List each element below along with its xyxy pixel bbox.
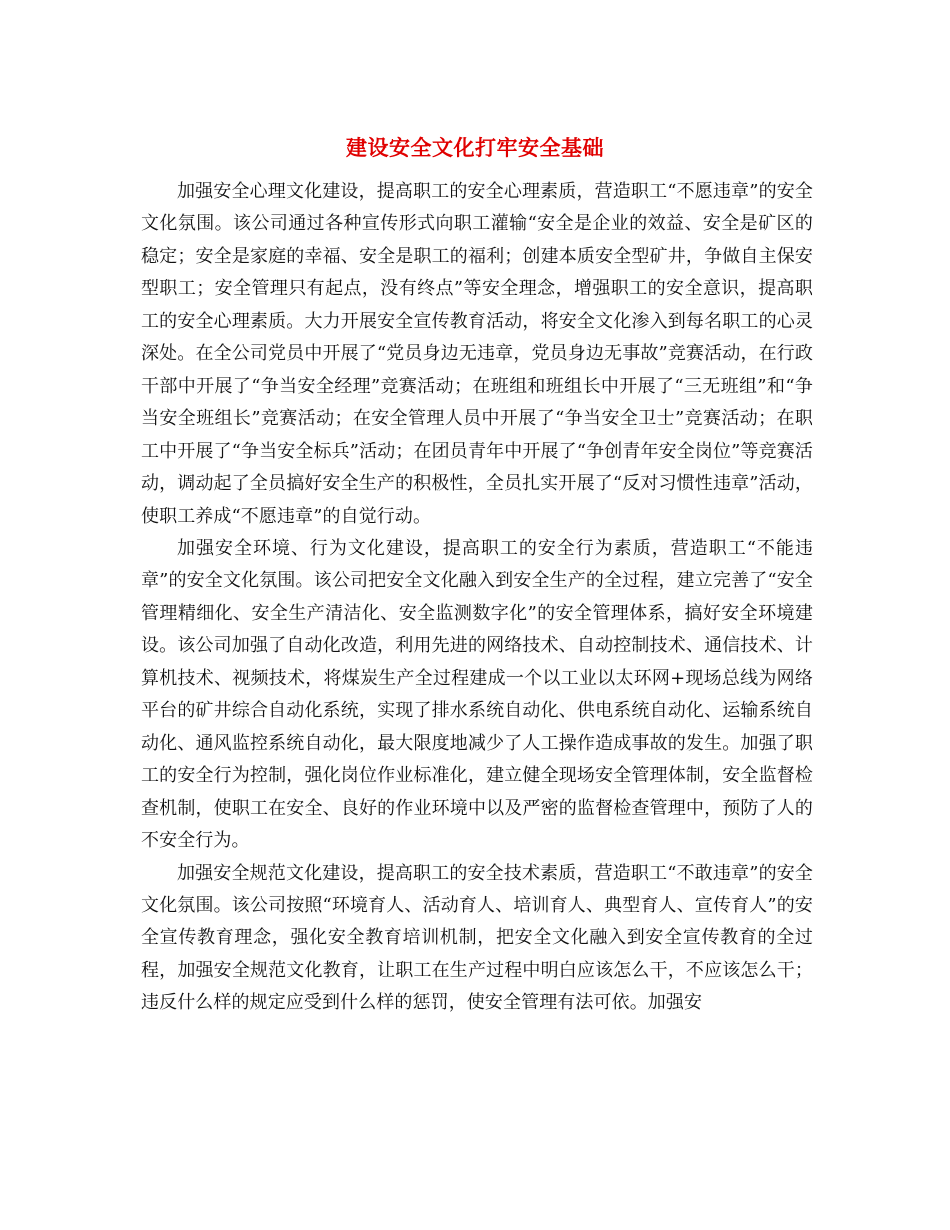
document-body <box>141 176 813 1020</box>
paragraph-environment-behavior-culture: 加强安全环境、行为文化建设，提高职工的安全行为素质，营造职工“不能违章”的安全文化氛围。该公司把安全文化融入到安全生产的全过程，建立完善了“安全管理精细化、安全生产清洁化、安全监测数字化”的安全管理体系，搞好安全环境建设。该公司加强了自动化改造，利用先进的网络技术、自动控制技术、通信技术、计算机技术、视频技术，将煤炭生产全过程建成一个以工业以太环网+现场总线为网络平台的矿井综合自动化系统，实现了排水系统自动化、供电系统自动化、运输系统自动化、通风监控系统自动化，最大限度地减少了人工操作造成事故的发生。加强了职工的安全行为控制，强化岗位作业标准化，建立健全现场安全管理体制，安全监督检查机制，使职工在安全、良好的作业环境中以及严密的监督检查管理中，预防了人的不安全行为。 <box>141 537 813 852</box>
paragraph-norms-culture: 加强安全规范文化建设，提高职工的安全技术素质，营造职工“不敢违章”的安全文化氛围。该公司按照“环境育人、活动育人、培训育人、典型育人、宣传育人”的安全宣传教育理念，强化安全教育培训机制，把安全文化融入到安全宣传教育的全过程，加强安全规范文化教育，让职工在生产过程中明白应该怎么干，不应该怎么干；违反什么样的规定应受到什么样的惩罚，使安全管理有法可依。加强安 <box>141 862 813 1014</box>
document-title: 建设安全文化打牢安全基础 <box>346 135 604 161</box>
paragraph-psychology-culture: 加强安全心理文化建设，提高职工的安全心理素质，营造职工“不愿违章”的安全文化氛围。该公司通过各种宣传形式向职工灌输“安全是企业的效益、安全是矿区的稳定；安全是家庭的幸福、安全是职工的福利；创建本质安全型矿井，争做自主保安型职工；安全管理只有起点，没有终点”等安全理念，增强职工的安全意识，提高职工的安全心理素质。大力开展安全宣传教育活动，将安全文化渗入到每名职工的心灵深处。在全公司党员中开展了“党员身边无违章，党员身边无事故”竞赛活动，在行政干部中开展了“争当安全经理”竞赛活动；在班组和班组长中开展了“三无班组”和“争当安全班组长”竞赛活动；在安全管理人员中开展了“争当安全卫士”竞赛活动；在职工中开展了“争当安全标兵”活动；在团员青年中开展了“争创青年安全岗位”等竞赛活动，调动起了全员搞好安全生产的积极性，全员扎实开展了“反对习惯性违章”活动，使职工养成“不愿违章”的自觉行动。 <box>141 181 813 527</box>
